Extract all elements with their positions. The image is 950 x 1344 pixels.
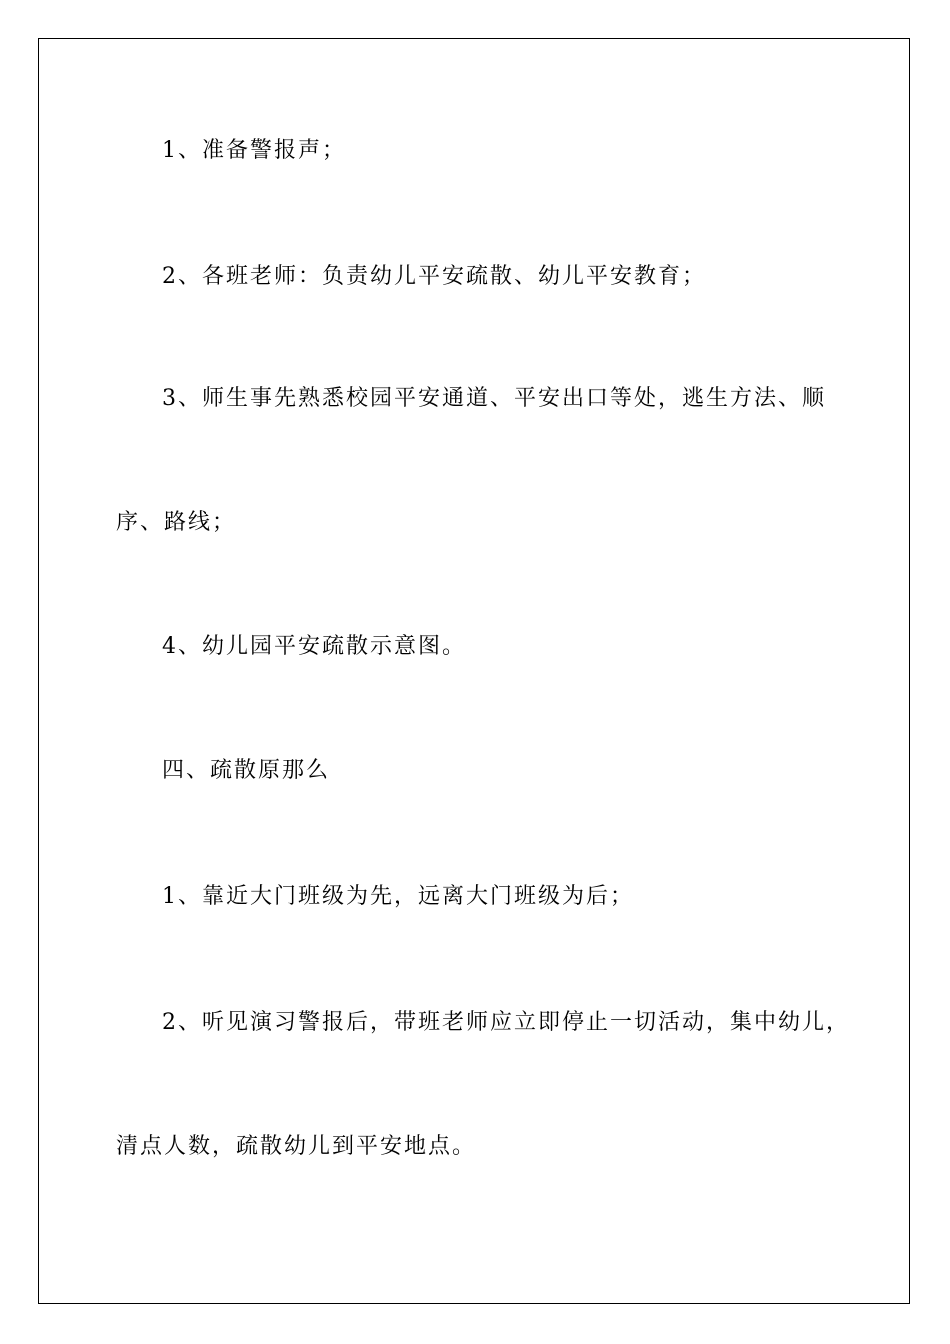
paragraph-line: 3、师生事先熟悉校园平安通道、平安出口等处，逃生方法、顺 [162, 386, 826, 411]
section-heading: 四、疏散原那么 [162, 758, 331, 783]
paragraph-line: 1、准备警报声； [162, 138, 346, 163]
paragraph-line: 2、听见演习警报后，带班老师应立即停止一切活动，集中幼儿， [162, 1010, 850, 1035]
paragraph-line: 序、路线； [116, 510, 237, 535]
paragraph-line: 2、各班老师：负责幼儿平安疏散、幼儿平安教育； [162, 264, 706, 289]
paragraph-line: 4、幼儿园平安疏散示意图。 [162, 634, 466, 659]
paragraph-line: 清点人数，疏散幼儿到平安地点。 [116, 1134, 477, 1159]
paragraph-line: 1、靠近大门班级为先，远离大门班级为后； [162, 884, 634, 909]
